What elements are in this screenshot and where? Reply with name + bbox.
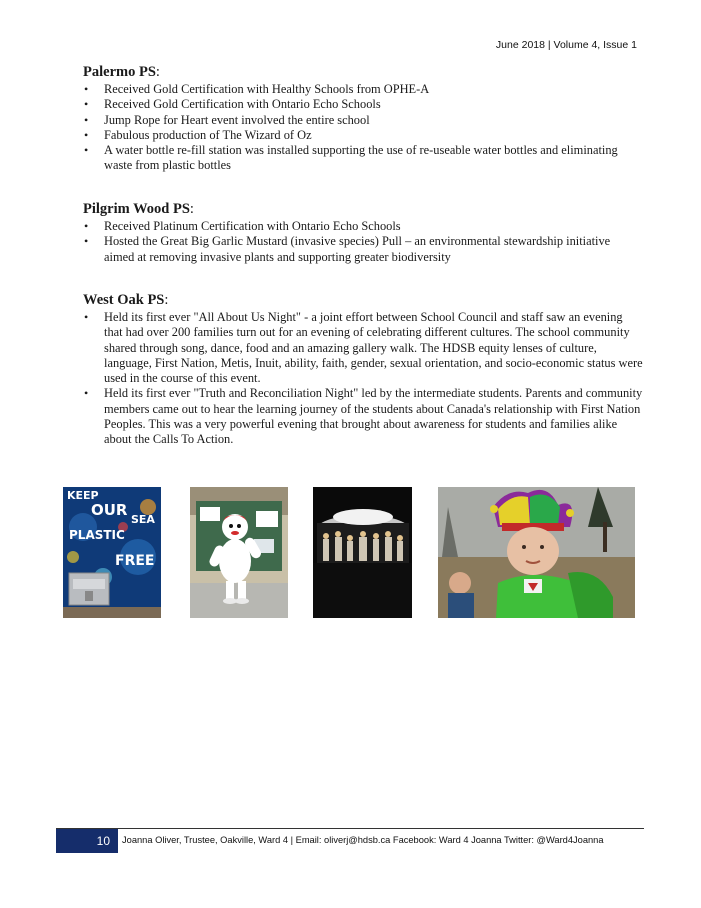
photo-jester-hat-student [438, 487, 635, 618]
page-number: 10 [96, 834, 110, 848]
list-item: • Hosted the Great Big Garlic Mustard (invasive species) Pull – an environmental stewardship initiative aimed at removing invasive plants and supporting greater biodiversity [84, 234, 611, 264]
section-palermo [83, 64, 643, 174]
section-title: West Oak PS: [83, 292, 169, 308]
svg-text:KEEP: KEEP [67, 489, 99, 502]
photo-keep-our-sea-plastic-free [63, 487, 161, 618]
section-west-oak [83, 292, 643, 448]
svg-text:FREE: FREE [115, 553, 155, 569]
section-title: Pilgrim Wood PS: [83, 201, 194, 217]
list-item: • Received Platinum Certification with Ontario Echo Schools [84, 219, 401, 233]
jester-image [438, 487, 635, 618]
list-item: • Jump Rope for Heart event involved the entire school [84, 112, 370, 127]
photo-mascot [190, 487, 288, 618]
footer-contact: Joanna Oliver, Trustee, Oakville, Ward 4 | Email: oliverj@hdsb.ca Facebook: Ward 4 Joanna Twitter: @Ward4Joanna [122, 835, 604, 845]
issue-header: June 2018 | Volume 4, Issue 1 [495, 39, 637, 51]
stage-image [313, 487, 412, 618]
page-number-box [56, 829, 118, 853]
poster-image [63, 487, 161, 618]
section-title: Palermo PS: [83, 64, 160, 80]
mascot-image [190, 487, 288, 618]
bullet-list [83, 310, 643, 448]
photo-stage-performance [313, 487, 412, 618]
list-item: • Held its first ever "Truth and Reconciliation Night" led by the intermediate students. Parents and community members came out to hear the learning journey of the students about Canada's relationship with First Nation Peoples. This was a very powerful evening that brought about awareness for students and families alike about the Calls To Action. [84, 386, 643, 447]
bullet-list [83, 82, 643, 174]
footer-divider [56, 828, 644, 829]
list-item: • Received Gold Certification with Healthy Schools from OPHE-A [84, 82, 430, 96]
svg-text:PLASTIC: PLASTIC [69, 528, 125, 542]
svg-text:OUR: OUR [91, 501, 128, 519]
section-pilgrim-wood [83, 201, 643, 265]
list-item: • Held its first ever "All About Us Night" - a joint effort between School Council and staff saw an evening that had over 200 families turn out for an evening of celebrating different cultures. The school community shared through song, dance, food and an amazing gallery walk. The HDSB equity lenses of culture, language, First Nation, Metis, Inuit, ability, faith, gender, sexual orientation, and socio-economic status were used in the course of this event. [84, 310, 643, 386]
list-item: • Fabulous production of The Wizard of Oz [84, 127, 312, 142]
list-item: • Received Gold Certification with Ontario Echo Schools [84, 97, 381, 112]
bullet-list [83, 219, 643, 265]
svg-text:SEA: SEA [131, 513, 155, 526]
list-item: • A water bottle re-fill station was installed supporting the use of re-useable water bottles and eliminating waste from plastic bottles [84, 143, 618, 173]
